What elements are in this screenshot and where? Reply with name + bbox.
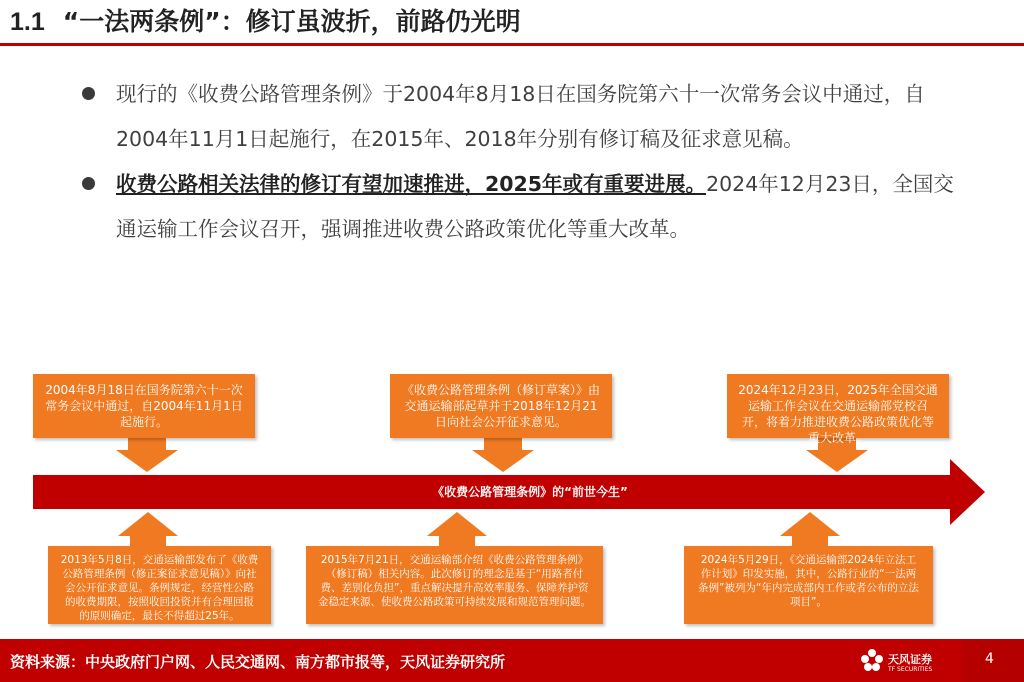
title-text: “一法两条例”：修订虽波折，前路仍光明: [62, 7, 521, 36]
timeline-label: 《收费公路管理条例》的“前世今生”: [432, 485, 628, 499]
bullet-text: 2024年12月23日，全国交通运输工作会议召开，强调推进收费公路政策优化等重大改革。: [116, 172, 954, 241]
down-arrow-icon: [116, 438, 178, 472]
bullet-text: 现行的《收费公路管理条例》于2004年8月18日在国务院第六十一次常务会议中通过，自2004年11月1日起施行，在2015年、2018年分别有修订稿及征求意见稿。: [116, 82, 925, 151]
event-box-2013: 2013年5月8日，交通运输部发布了《收费公路管理条例（修正案征求意见稿）》向社会公开征求意见。条例规定，经营性公路的收费期限，按照收回投资并有合理回报的原则确定，最长不得超过25年。: [48, 546, 271, 624]
event-box-2004: 2004年8月18日在国务院第六十一次常务会议中通过，自2004年11月1日起施行。: [33, 374, 255, 438]
up-arrow-icon: [427, 512, 487, 546]
section-number: 1.1: [10, 8, 45, 36]
page-number: 4: [985, 651, 994, 667]
logo-text-en: TF SECURITIES: [888, 666, 933, 673]
event-box-2018: 《收费公路管理条例（修订草案）》由交通运输部起草并于2018年12月21日向社会公开征求意见。: [390, 374, 612, 438]
logo-text: 天风证券: [888, 653, 932, 666]
bullet-emphasis: 收费公路相关法律的修订有望加速推进，2025年或有重要进展。: [116, 172, 707, 196]
source-note: 资料来源：中央政府门户网、人民交通网、南方都市报等，天风证券研究所: [10, 653, 506, 671]
event-box-2015: 2015年7月21日，交通运输部介绍《收费公路管理条例》（修订稿）相关内容。此次修订的理念是基于“用路者付费、差别化负担”，重点解决提升高效率服务、保障养护资金稳定来源、使收费公路政策可持续发展和规范管理问题。: [306, 546, 603, 624]
up-arrow-icon: [780, 512, 840, 546]
flower-logo-icon: [860, 647, 884, 675]
up-arrow-icon: [118, 512, 178, 546]
footer-bar: [0, 639, 1024, 682]
down-arrow-icon: [472, 438, 534, 472]
event-box-2024-may: 2024年5月29日，《交通运输部2024年立法工作计划》印发实施，其中，公路行业的“一法两条例”被列为“年内完成部内工作或者公布的立法项目”。: [684, 546, 933, 624]
event-box-2024-dec: 2024年12月23日，2025年全国交通运输工作会议在交通运输部党校召开，将着力推进收费公路政策优化等重大改革。: [727, 374, 949, 438]
company-logo: [860, 647, 950, 675]
